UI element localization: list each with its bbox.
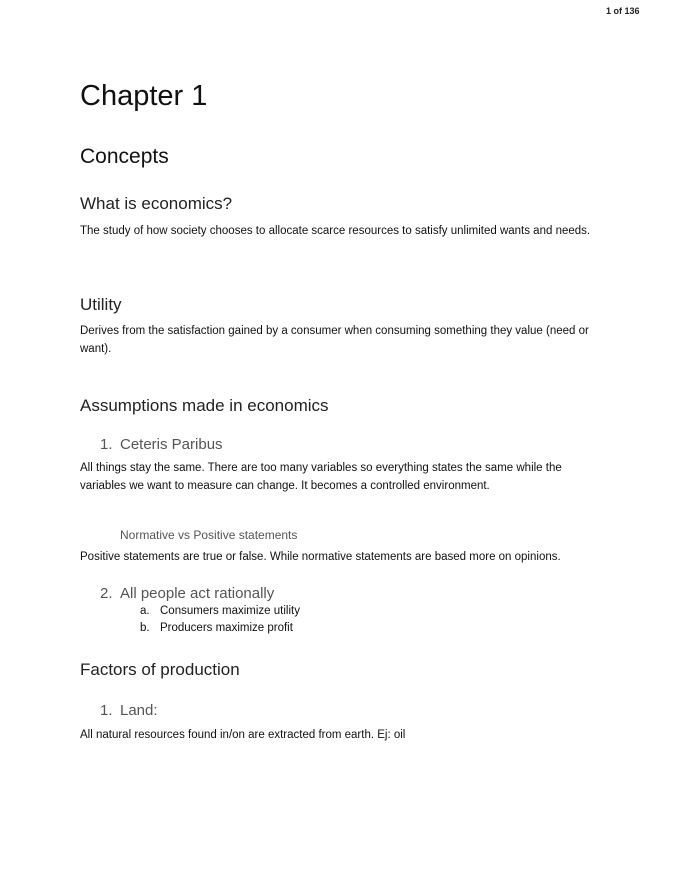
land-paragraph: All natural resources found in/on are extracted from earth. Ej: oil	[80, 729, 406, 741]
assumption-1-label: Ceteris Paribus	[120, 436, 223, 453]
normative-positive-paragraph: Positive statements are true or false. While normative statements are based more on opinions.	[80, 551, 561, 563]
subitem-a-text: Consumers maximize utility	[160, 605, 300, 617]
economics-paragraph: The study of how society chooses to allocate scarce resources to satisfy unlimited wants and needs.	[80, 225, 591, 237]
assumptions-heading: Assumptions made in economics	[80, 396, 329, 415]
utility-heading: Utility	[80, 295, 122, 314]
utility-paragraph: Derives from the satisfaction gained by a consumer when consuming something they value (need or want).	[80, 325, 589, 355]
page-counter: 1 of 136	[606, 6, 640, 16]
chapter-title: Chapter 1	[80, 80, 208, 112]
assumption-2-label: All people act rationally	[120, 585, 275, 602]
normative-positive-subheading: Normative vs Positive statements	[120, 528, 298, 542]
ceteris-paribus-paragraph: All things stay the same. There are too many variables so everything states the same while the variables we want to measure can change. It becomes a controlled environment.	[80, 462, 562, 492]
factor-1-label: Land:	[120, 702, 158, 719]
factors-heading: Factors of production	[80, 660, 240, 679]
assumption-2-number: 2.	[100, 585, 113, 602]
subitem-b-text: Producers maximize profit	[160, 622, 293, 634]
assumption-1-number: 1.	[100, 436, 113, 453]
subitem-a-marker: a.	[140, 605, 150, 617]
subitem-b-marker: b.	[140, 622, 150, 634]
factor-1-number: 1.	[100, 702, 113, 719]
economics-heading: What is economics?	[80, 194, 233, 213]
section-heading: Concepts	[80, 145, 169, 168]
